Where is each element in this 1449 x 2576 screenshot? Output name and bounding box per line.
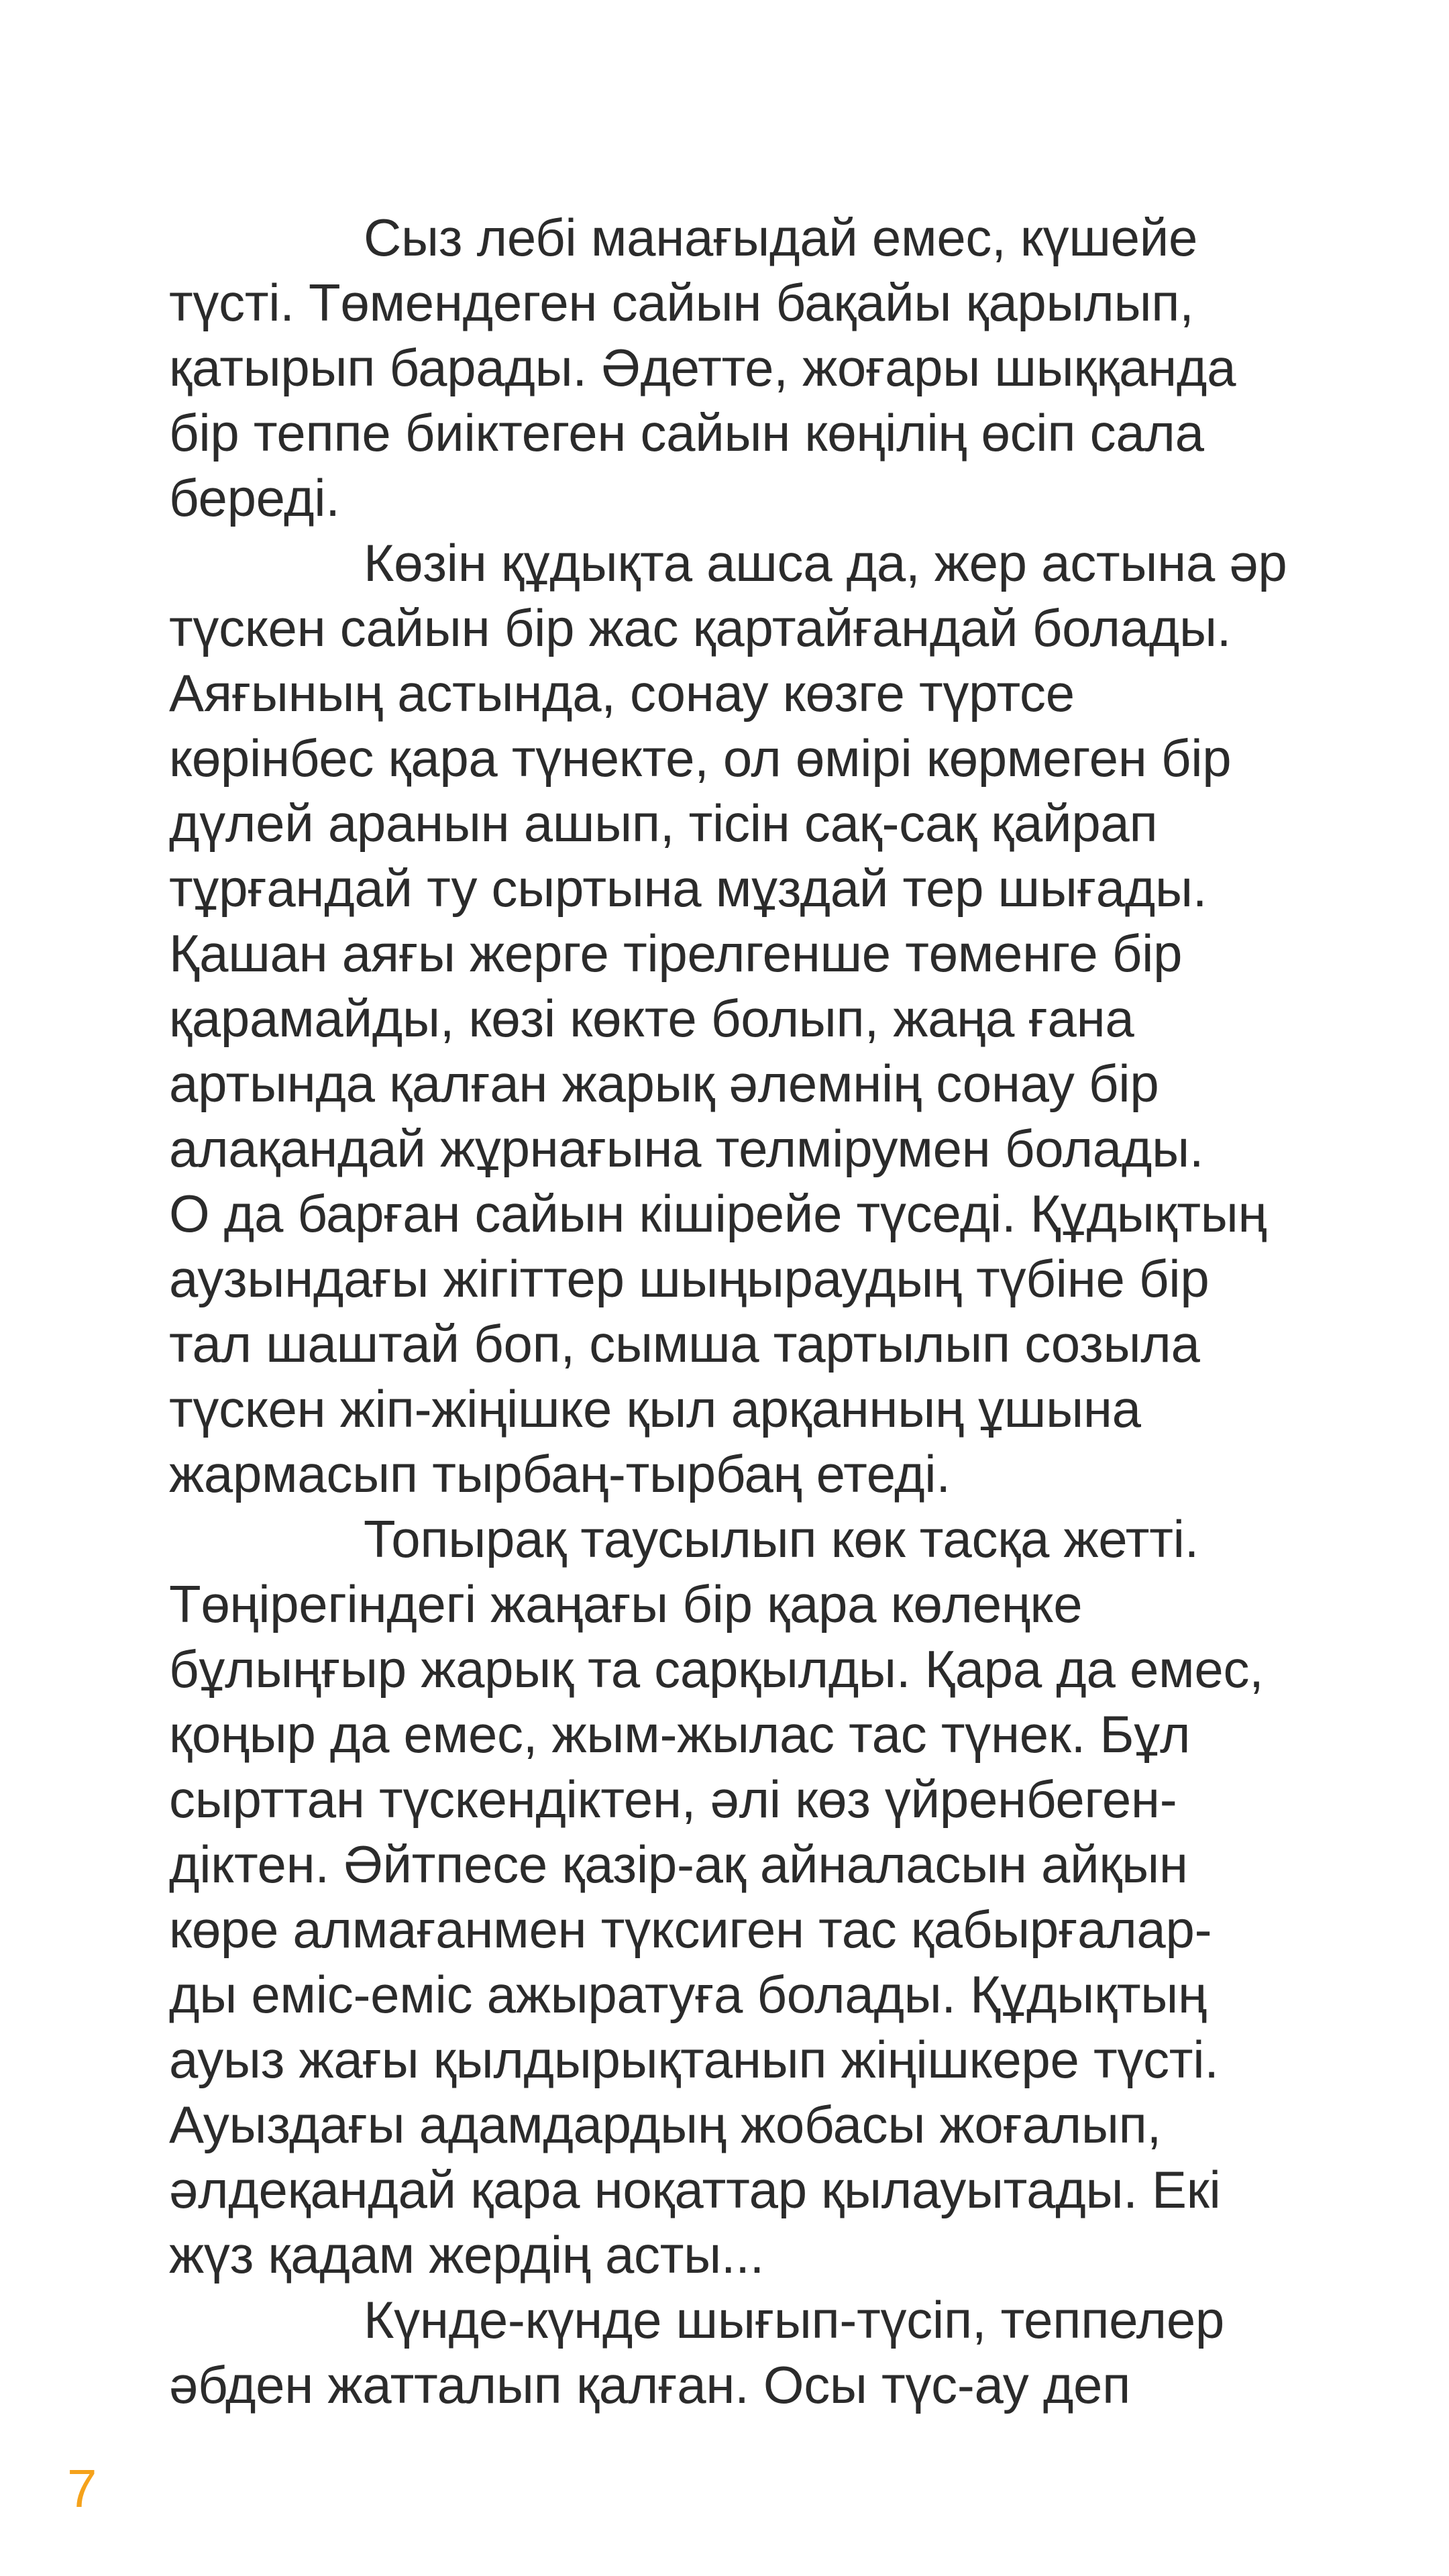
text-line: әлдеқандай қара ноқаттар қылауытады. Екі	[169, 2160, 1221, 2219]
text-line: бір теппе биіктеген сайын көңілің өсіп сала	[169, 403, 1204, 462]
text-line: артында қалған жарық әлемнің сонау бір	[169, 1054, 1159, 1113]
text-body	[169, 205, 1344, 2418]
text-line: О да барған сайын кішірейе түседі. Құдықтың	[169, 1184, 1267, 1243]
text-line: Топырақ таусылып көк тасқа жетті.	[364, 1509, 1199, 1568]
text-line: тал шаштай боп, сымша тартылып созыла	[169, 1314, 1200, 1373]
text-line: береді.	[169, 468, 340, 527]
text-line: Аяғының астында, сонау көзге түртсе	[169, 663, 1075, 722]
text-line: дүлей аранын ашып, тісін сақ-сақ қайрап	[169, 794, 1158, 853]
text-line: көре алмағанмен түксиген тас қабырғалар-	[169, 1900, 1212, 1959]
text-line: Төңірегіндегі жаңағы бір қара көлеңке	[169, 1574, 1083, 1633]
text-line: алақандай жұрнағына телмірумен болады.	[169, 1119, 1204, 1178]
text-line: жүз қадам жердің асты...	[169, 2225, 765, 2284]
text-line: әбден жатталып қалған. Осы түс-ау деп	[169, 2355, 1131, 2414]
text-line: Қашан аяғы жерге тірелгенше төменге бір	[169, 924, 1183, 983]
text-line: түсті. Төмендеген сайын бақайы қарылып,	[169, 273, 1194, 332]
text-line: Күнде-күнде шығып-түсіп, теппелер	[364, 2290, 1225, 2349]
text-line: ды еміс-еміс ажыратуға болады. Құдықтың	[169, 1965, 1207, 2024]
text-line: қоңыр да емес, жым-жылас тас түнек. Бұл	[169, 1705, 1191, 1764]
text-line: көрінбес қара түнекте, ол өмірі көрмеген бір	[169, 729, 1232, 788]
text-line: Сыз лебі манағыдай емес, күшейе	[364, 208, 1198, 267]
text-line: түскен сайын бір жас қартайғандай болады.	[169, 598, 1232, 657]
text-line: тұрғандай ту сыртына мұздай тер шығады.	[169, 859, 1208, 918]
text-line: сырттан түскендіктен, әлі көз үйренбеген-	[169, 1770, 1177, 1829]
text-line: бұлыңғыр жарық та сарқылды. Қара да емес,	[169, 1640, 1264, 1699]
text-line: түскен жіп-жіңішке қыл арқанның ұшына	[169, 1379, 1141, 1438]
text-line: қарамайды, көзі көкте болып, жаңа ғана	[169, 989, 1134, 1048]
text-line: діктен. Әйтпесе қазір-ақ айналасын айқын	[169, 1835, 1188, 1894]
text-line: ауыз жағы қылдырықтанып жіңішкере түсті.	[169, 2030, 1219, 2089]
text-line: жармасып тырбаң-тырбаң етеді.	[169, 1444, 951, 1503]
text-line: аузындағы жігіттер шыңыраудың түбіне бір	[169, 1249, 1210, 1308]
text-line: Көзін құдықта ашса да, жер астына әр	[364, 533, 1287, 592]
text-line: Ауыздағы адамдардың жобасы жоғалып,	[169, 2095, 1161, 2154]
text-line: қатырып барады. Әдетте, жоғары шыққанда	[169, 338, 1236, 397]
page-number: 7	[67, 2459, 97, 2518]
